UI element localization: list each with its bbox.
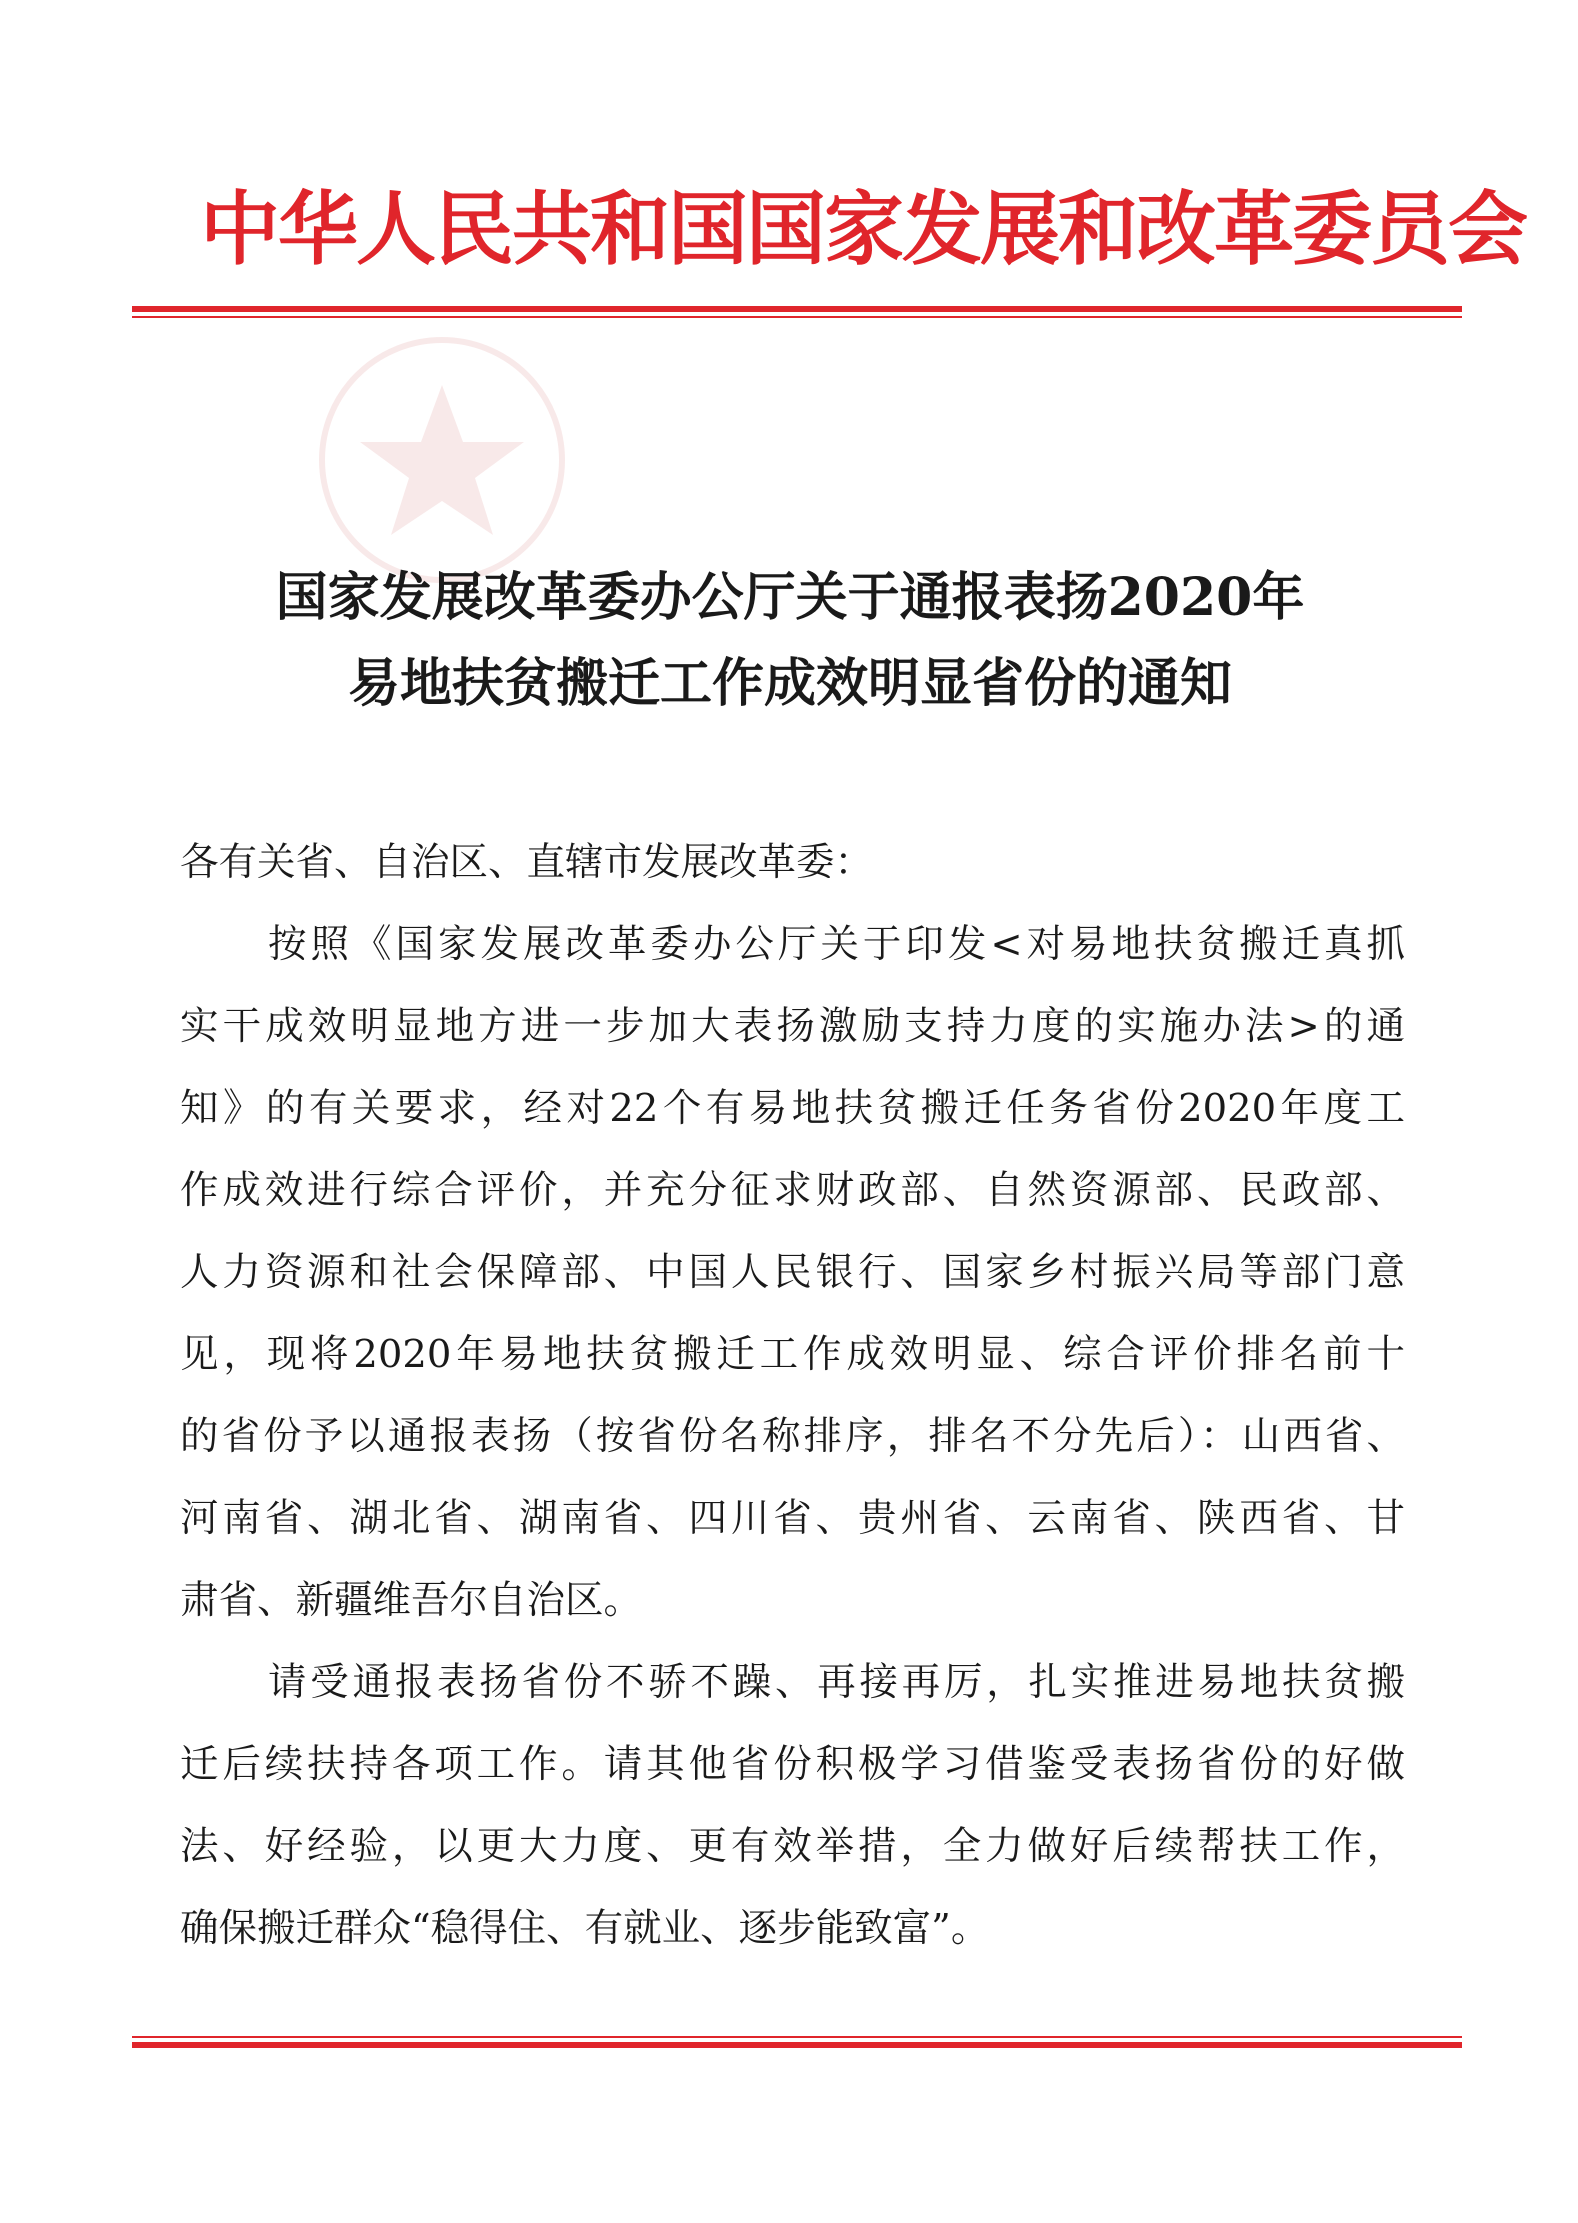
rule-thin-line (132, 316, 1462, 318)
paragraph-1-line: 见，现将2020年易地扶贫搬迁工作成效明显、综合评价排名前十 (180, 1332, 1405, 1377)
paragraph-1-line: 知》的有关要求，经对22个有易地扶贫搬迁任务省份2020年度工 (180, 1086, 1405, 1131)
paragraph-1-line: 作成效进行综合评价，并充分征求财政部、自然资源部、民政部、 (180, 1168, 1405, 1213)
paragraph-1-line: 河南省、湖北省、湖南省、四川省、贵州省、云南省、陕西省、甘 (180, 1496, 1405, 1541)
paragraph-1-line: 人力资源和社会保障部、中国人民银行、国家乡村振兴局等部门意 (180, 1250, 1405, 1295)
title-line-1: 国家发展改革委办公厅关于通报表扬2020年 (275, 567, 1305, 628)
masthead-rule (132, 306, 1462, 318)
rule-thick-line (132, 2042, 1462, 2048)
paragraph-1-line: 按照《国家发展改革委办公厅关于印发<对易地扶贫搬迁真抓 (268, 922, 1405, 967)
agency-masthead: 中华人民共和国国家发展和改革委员会 (200, 183, 1526, 276)
paragraph-2-line: 迁后续扶持各项工作。请其他省份积极学习借鉴受表扬省份的好做 (180, 1742, 1405, 1787)
paragraph-2-line: 确保搬迁群众“稳得住、有就业、逐步能致富”。 (180, 1906, 990, 1951)
faded-seal-stamp (292, 330, 592, 590)
paragraph-1-line: 的省份予以通报表扬（按省份名称排序，排名不分先后）：山西省、 (180, 1414, 1405, 1459)
seal-star (360, 385, 524, 535)
salutation: 各有关省、自治区、直辖市发展改革委： (180, 840, 874, 885)
paragraph-1-line: 实干成效明显地方进一步加大表扬激励支持力度的实施办法>的通 (180, 1004, 1405, 1049)
document-title (140, 555, 1440, 727)
paragraph-1-line: 肃省、新疆维吾尔自治区。 (180, 1578, 643, 1623)
title-line-2: 易地扶贫搬迁工作成效明显省份的通知 (347, 653, 1232, 714)
paragraph-2-line: 法、好经验，以更大力度、更有效举措，全力做好后续帮扶工作， (180, 1824, 1405, 1869)
footer-rule (132, 2036, 1462, 2048)
paragraph-2-line: 请受通报表扬省份不骄不躁、再接再厉，扎实推进易地扶贫搬 (268, 1660, 1405, 1705)
document-body (180, 822, 1405, 1970)
